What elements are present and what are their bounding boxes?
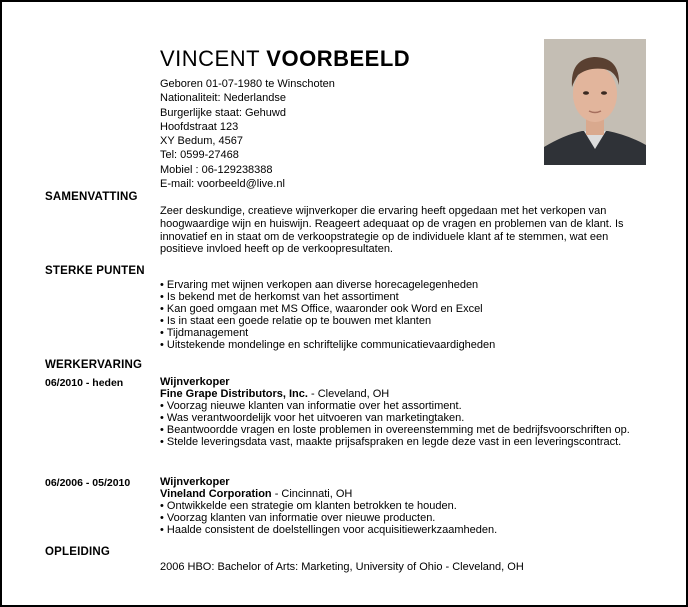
last-name: VOORBEELD — [266, 46, 411, 71]
summary-text: Zeer deskundige, creatieve wijnverkoper die ervaring heeft opgedaan met het verkopen van hoogwaardige wijn en huiswijn. Reageert adequaat op de vragen en problemen van de klant. Is innovatief en in staat om de verkoopstrategie op de individuele klant af te stemmen, wat een positieve invloed heeft op de verkoopresultaten. — [160, 205, 624, 256]
postal-city: XY Bedum, 4567 — [160, 135, 243, 148]
job-title: Wijnverkoper — [160, 376, 230, 388]
nationality: Nationaliteit: Nederlandse — [160, 92, 286, 105]
list-item: • Uitstekende mondelinge en schriftelijke communicatievaardigheden — [160, 339, 495, 351]
contact-details — [160, 77, 335, 191]
email: E-mail: voorbeeld@live.nl — [160, 178, 285, 191]
list-item: • Haalde consistent de doelstellingen voor acquisitiewerkzaamheden. — [160, 524, 640, 536]
job-employer — [160, 388, 640, 400]
job-duties — [160, 400, 640, 448]
list-item: • Was verantwoordelijk voor het uitvoeren van marketingtaken. — [160, 412, 640, 424]
education-title: OPLEIDING — [45, 546, 111, 558]
list-item: • Is bekend met de herkomst van het assortiment — [160, 291, 495, 303]
job-employer — [160, 488, 640, 500]
candidate-name — [160, 46, 410, 72]
list-item: • Voorzag klanten van informatie over nieuwe producten. — [160, 512, 640, 524]
summary-title: SAMENVATTING — [45, 191, 138, 203]
mobile: Mobiel : 06-129238388 — [160, 163, 273, 176]
strengths-list — [160, 279, 495, 351]
phone: Tel: 0599-27468 — [160, 149, 239, 162]
list-item: • Tijdmanagement — [160, 327, 495, 339]
list-item: • Beantwoordde vragen en loste problemen in overeenstemming met de bedrijfsvoorschriften op. — [160, 424, 640, 436]
list-item: • Kan goed omgaan met MS Office, waaronder ook Word en Excel — [160, 303, 495, 315]
list-item: • Stelde leveringsdata vast, maakte prijsafspraken en legde deze vast in een leveringscontract. — [160, 436, 640, 448]
profile-photo — [544, 39, 646, 165]
job-location: - Cincinnati, OH — [271, 488, 353, 500]
first-name: VINCENT — [160, 46, 260, 71]
portrait-image — [544, 39, 646, 165]
street-address: Hoofdstraat 123 — [160, 120, 239, 133]
company-name: Vineland Corporation — [160, 488, 272, 500]
job-dates: 06/2010 - heden — [45, 377, 124, 389]
birth-info: Geboren 01-07-1980 te Winschoten — [160, 78, 335, 90]
job-title: Wijnverkoper — [160, 476, 230, 488]
list-item: • Voorzag nieuwe klanten van informatie over het assortiment. — [160, 400, 640, 412]
experience-title: WERKERVARING — [45, 359, 143, 371]
education-entry: 2006 HBO: Bachelor of Arts: Marketing, University of Ohio - Cleveland, OH — [160, 561, 524, 573]
list-item: • Ervaring met wijnen verkopen aan diverse horecagelegenheden — [160, 279, 495, 291]
marital-status: Burgerlijke staat: Gehuwd — [160, 106, 286, 119]
job-entry — [160, 476, 640, 536]
list-item: • Ontwikkelde een strategie om klanten betrokken te houden. — [160, 500, 640, 512]
job-location: - Cleveland, OH — [307, 388, 390, 400]
list-item: • Is in staat een goede relatie op te bouwen met klanten — [160, 315, 495, 327]
strengths-title: STERKE PUNTEN — [45, 265, 145, 277]
company-name: Fine Grape Distributors, Inc. — [160, 388, 308, 400]
job-dates: 06/2006 - 05/2010 — [45, 477, 131, 489]
job-duties — [160, 500, 640, 536]
job-entry — [160, 376, 640, 448]
